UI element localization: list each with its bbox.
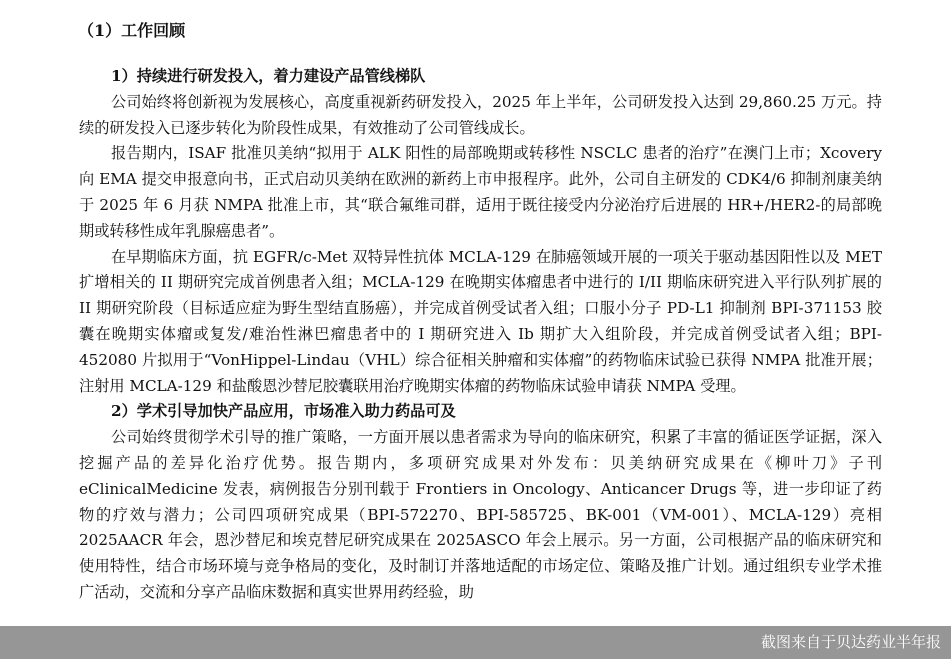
paragraph-academic-strategy: 公司始终贯彻学术引导的推广策略，一方面开展以患者需求为导向的临床研究，积累了丰富的循证医学证据，深入挖掘产品的差异化治疗优势。报告期内，多项研究成果对外发布：贝美纳研究成果在《柳叶刀》子刊 eClinicalMedicine 发表，病例报告分别刊载于 Frontiers in Oncology、Anticancer Drugs 等，进一步印证了药物的疗效与潜力；公司四项研究成果（BPI-572270、BPI-585725、BK-001（VM-001）、MCLA-129）亮相 2025AACR 年会，恩沙替尼和埃克替尼研究成果在 2025ASCO 年会上展示。另一方面，公司根据产品的临床研究和使用特性，结合市场环境与竞争格局的变化，及时制订并落地适配的市场定位、策略及推广计划。通过组织专业学术推广活动，交流和分享产品临床数据和真实世界用药经验，助 [79, 428, 882, 601]
subsection-heading-academic: 2）学术引导加快产品应用，市场准入助力药品可及 [111, 402, 456, 421]
paragraph-approvals: 报告期内，ISAF 批准贝美纳“拟用于 ALK 阳性的局部晚期或转移性 NSCLC 患者的治疗”在澳门上市；Xcovery 向 EMA 提交申报意向书，正式启动贝美纳在欧洲的新药上市申报程序。此外，公司自主研发的 CDK4/6 抑制剂康美纳于 2025 年 6 月获 NMPA 批准上市，其“联合氟维司群，适用于既往接受内分泌治疗后进展的 HR+/HER2-的局部晚期或转移性成年乳腺癌患者”。 [79, 144, 882, 240]
caption-overlay [0, 626, 951, 659]
document-body [79, 64, 882, 606]
subsection-heading-rd: 1）持续进行研发投入，着力建设产品管线梯队 [111, 67, 426, 85]
section-title: （1）工作回顾 [78, 21, 186, 40]
paragraph-early-clinical: 在早期临床方面，抗 EGFR/c-Met 双特异性抗体 MCLA-129 在肺癌领域开展的一项关于驱动基因阳性以及 MET 扩增相关的 II 期研究完成首例患者入组；MCLA-129 在晚期实体瘤患者中进行的 I/II 期临床研究进入平行队列扩展的 II 期研究阶段（目标适应症为野生型结直肠癌），并完成首例受试者入组；口服小分子 PD-L1 抑制剂 BPI-371153 胶囊在晚期实体瘤或复发/难治性淋巴瘤患者中的 I 期研究进入 Ib 期扩大入组阶段，并完成首例受试者入组；BPI-452080 片拟用于“VonHippel-Lindau（VHL）综合征相关肿瘤和实体瘤”的药物临床试验已获得 NMPA 批准开展；注射用 MCLA-129 和盐酸恩沙替尼胶囊联用治疗晚期实体瘤的药物临床试验申请获 NMPA 受理。 [79, 247, 882, 395]
caption-text: 截图来自于贝达药业半年报 [760, 633, 941, 651]
paragraph-rd-investment: 公司始终将创新视为发展核心，高度重视新药研发投入，2025 年上半年，公司研发投入达到 29,860.25 万元。持续的研发投入已逐步转化为阶段性成果，有效推动了公司管线成长。 [79, 92, 882, 137]
